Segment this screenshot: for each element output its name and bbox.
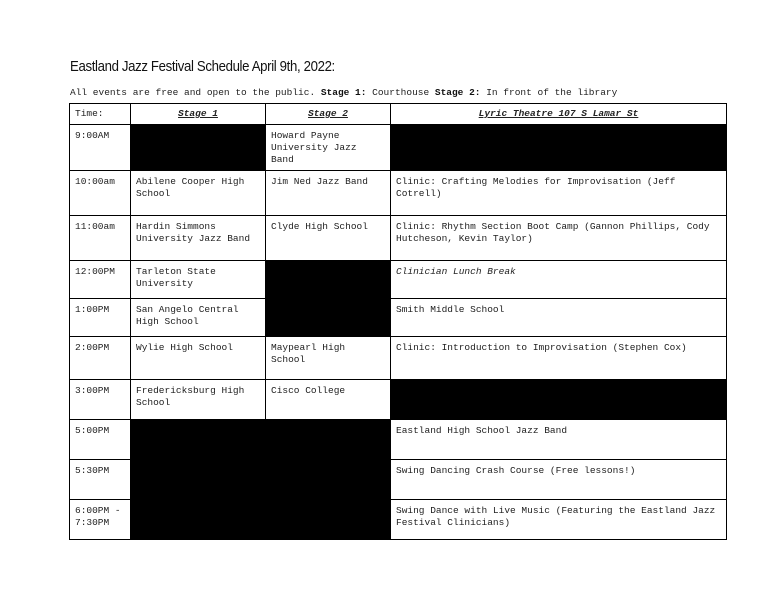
stage2-cell: Howard Payne University Jazz Band — [266, 125, 391, 171]
stage1-cell: Tarleton State University — [131, 261, 266, 299]
blocked-cell — [266, 261, 391, 337]
blocked-cell — [131, 125, 266, 171]
stage2-cell: Maypearl High School — [266, 337, 391, 380]
time-cell: 3:00PM — [70, 380, 131, 420]
table-row — [70, 171, 727, 216]
time-cell: 6:00PM - 7:30PM — [70, 500, 131, 540]
lyric-cell: Eastland High School Jazz Band — [391, 420, 727, 460]
table-row — [70, 299, 727, 337]
table-row — [70, 420, 727, 460]
time-cell: 12:00PM — [70, 261, 131, 299]
table-row — [70, 337, 727, 380]
header-row — [70, 104, 727, 125]
time-cell: 1:00PM — [70, 299, 131, 337]
stage1-column-header: Stage 1 — [131, 104, 266, 125]
lyric-cell: Clinic: Crafting Melodies for Improvisation (Jeff Cotrell) — [391, 171, 727, 216]
stage1-cell: Wylie High School — [131, 337, 266, 380]
lyric-theatre-column-header: Lyric Theatre 107 S Lamar St — [391, 104, 727, 125]
stage1-cell: San Angelo Central High School — [131, 299, 266, 337]
intro-text: All events are free and open to the public. — [70, 87, 316, 98]
stage1-cell: Abilene Cooper High School — [131, 171, 266, 216]
stage1-cell: Fredericksburg High School — [131, 380, 266, 420]
schedule-table — [69, 103, 727, 540]
time-cell: 10:00am — [70, 171, 131, 216]
lyric-cell: Clinic: Rhythm Section Boot Camp (Gannon Phillips, Cody Hutcheson, Kevin Taylor) — [391, 216, 727, 261]
time-cell: 9:00AM — [70, 125, 131, 171]
lyric-cell: Swing Dance with Live Music (Featuring the Eastland Jazz Festival Clinicians) — [391, 500, 727, 540]
time-cell: 2:00PM — [70, 337, 131, 380]
stage2-column-header: Stage 2 — [266, 104, 391, 125]
stage1-cell: Hardin Simmons University Jazz Band — [131, 216, 266, 261]
stage2-location: In front of the library — [486, 87, 618, 98]
stage2-cell: Cisco College — [266, 380, 391, 420]
table-row — [70, 216, 727, 261]
lyric-cell: Clinician Lunch Break — [391, 261, 727, 299]
blocked-cell — [131, 420, 391, 540]
lyric-cell: Clinic: Introduction to Improvisation (Stephen Cox) — [391, 337, 727, 380]
blocked-cell — [391, 380, 727, 420]
stage1-location: Courthouse — [372, 87, 430, 98]
intro-line — [70, 87, 617, 98]
stage2-label: Stage 2: — [434, 87, 481, 98]
blocked-cell — [391, 125, 727, 171]
time-cell: 5:00PM — [70, 420, 131, 460]
schedule-title: Eastland Jazz Festival Schedule April 9th, 2022: — [70, 58, 335, 75]
lyric-cell: Swing Dancing Crash Course (Free lessons!) — [391, 460, 727, 500]
stage2-cell: Jim Ned Jazz Band — [266, 171, 391, 216]
table-row — [70, 380, 727, 420]
time-cell: 11:00am — [70, 216, 131, 261]
stage1-label: Stage 1: — [320, 87, 367, 98]
time-column-header: Time: — [70, 104, 131, 125]
stage2-cell: Clyde High School — [266, 216, 391, 261]
lyric-cell: Smith Middle School — [391, 299, 727, 337]
table-row — [70, 125, 727, 171]
table-row — [70, 261, 727, 299]
time-cell: 5:30PM — [70, 460, 131, 500]
